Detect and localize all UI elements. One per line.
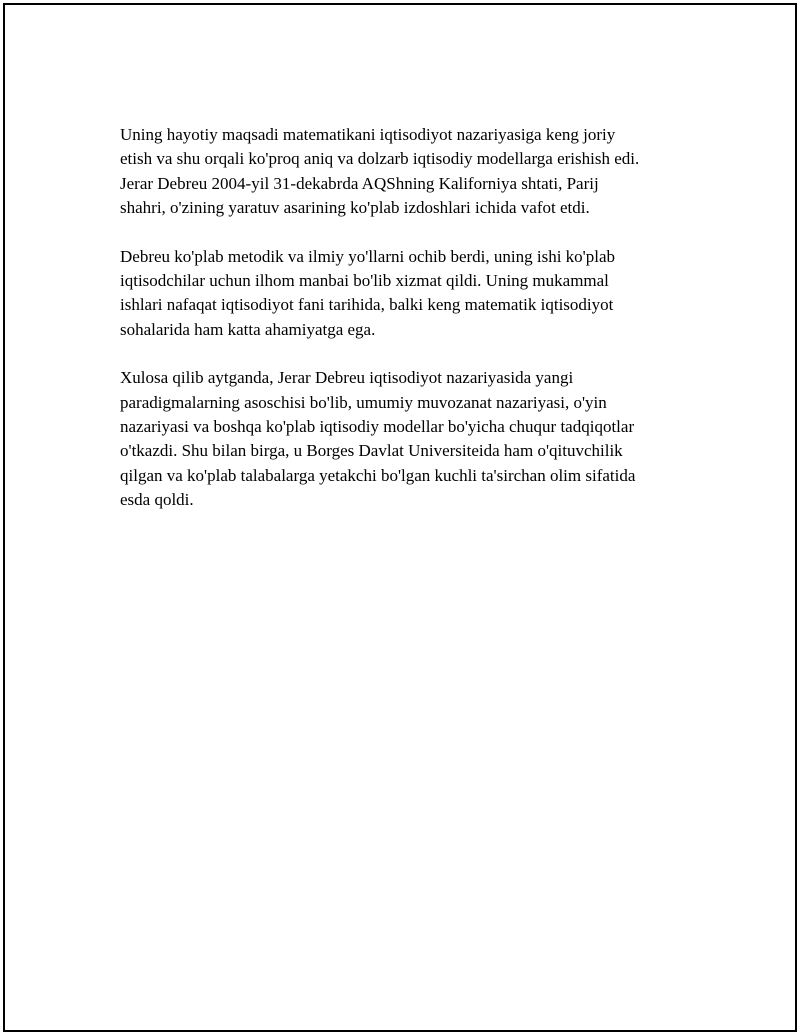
paragraph-line: Xulosa qilib aytganda, Jerar Debreu iqtisodiyot nazariyasida yangi bbox=[120, 368, 574, 388]
paragraph-line: Jerar Debreu 2004-yil 31-dekabrda AQShning Kaliforniya shtati, Parij bbox=[120, 173, 599, 193]
paragraph-line: shahri, o'zining yaratuv asarining ko'plab izdoshlari ichida vafot etdi. bbox=[120, 198, 590, 218]
paragraph-line: Debreu ko'plab metodik va ilmiy yo'llarni ochib berdi, uning ishi ko'plab bbox=[120, 246, 616, 266]
paragraph-line: o'tkazdi. Shu bilan birga, u Borges Davlat Universiteida ham o'qituvchilik bbox=[120, 441, 623, 461]
paragraph-line: nazariyasi va boshqa ko'plab iqtisodiy modellar bo'yicha chuqur tadqiqotlar bbox=[120, 417, 635, 437]
paragraph-line: Uning hayotiy maqsadi matematikani iqtisodiyot nazariyasiga keng joriy bbox=[120, 125, 616, 144]
paragraph-line: sohalarida ham katta ahamiyatga ega. bbox=[120, 319, 376, 339]
paragraph-line: iqtisodchilar uchun ilhom manbai bo'lib xizmat qildi. Uning mukammal bbox=[120, 271, 609, 291]
paragraph-line: etish va shu orqali ko'proq aniq va dolzarb iqtisodiy modellarga erishish edi. bbox=[120, 149, 640, 169]
document-page bbox=[3, 3, 797, 1032]
document-body bbox=[120, 123, 700, 537]
paragraph-line: paradigmalarning asoschisi bo'lib, umumiy muvozanat nazariyasi, o'yin bbox=[120, 392, 607, 412]
paragraph-line: ishlari nafaqat iqtisodiyot fani tarihida, balki keng matematik iqtisodiyot bbox=[120, 295, 614, 315]
paragraph-line: esda qoldi. bbox=[120, 490, 194, 510]
paragraph-line: qilgan va ko'plab talabalarga yetakchi bo'lgan kuchli ta'sirchan olim sifatida bbox=[120, 465, 636, 485]
paragraph-2 bbox=[120, 245, 700, 343]
paragraph-3 bbox=[120, 366, 700, 512]
paragraph-1 bbox=[120, 123, 700, 221]
